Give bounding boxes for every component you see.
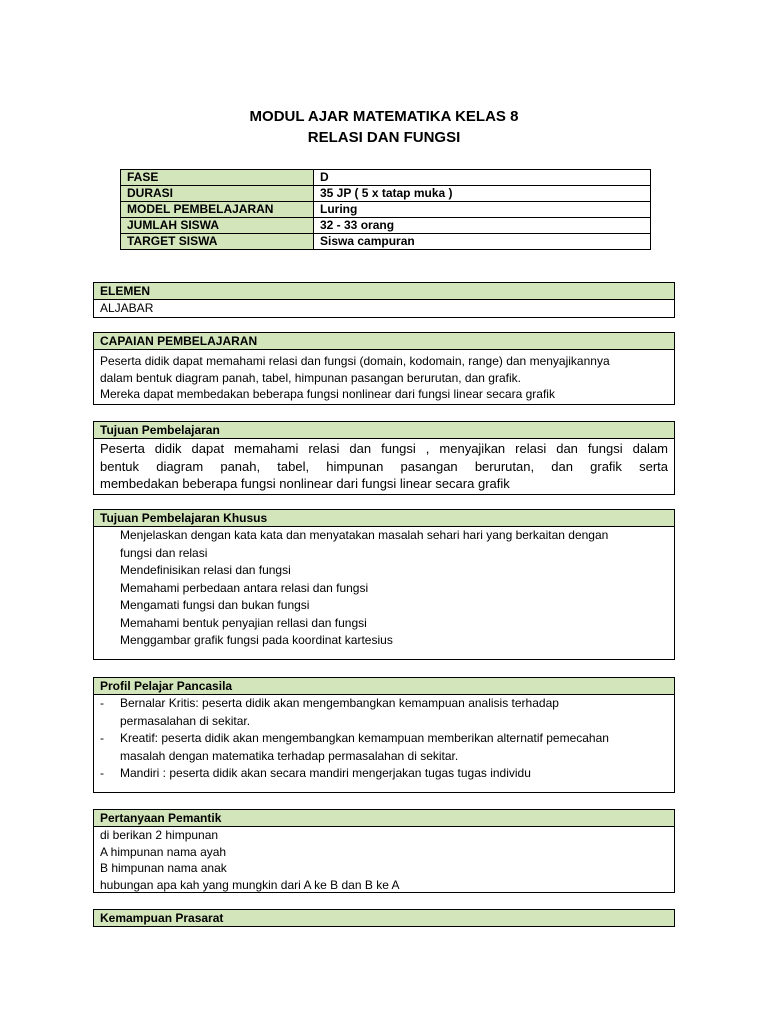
list-item [100, 695, 668, 730]
paragraph-line: membedakan beberapa fungsi nonlinear dari fungsi linear secara grafik [100, 476, 510, 491]
tujuan-khusus-section [93, 509, 675, 660]
paragraph-line: hubungan apa kah yang mungkin dari A ke B dan B ke A [100, 877, 400, 892]
table-row [121, 186, 651, 202]
section-heading: ELEMEN [94, 283, 674, 300]
paragraph-line: Peserta didik dapat memahami relasi dan fungsi (domain, kodomain, range) dan menyajikannya [100, 354, 610, 368]
document-subtitle: RELASI DAN FUNGSI [307, 129, 461, 146]
section-heading: Tujuan Pembelajaran Khusus [94, 510, 674, 527]
paragraph-line: dalam bentuk diagram panah, tabel, himpunan pasangan berurutan, dan grafik. [100, 370, 521, 385]
list-item-line: masalah dengan matematika terhadap permasalahan di sekitar. [120, 748, 459, 763]
pemantik-section [93, 809, 675, 893]
info-value: D [314, 170, 651, 186]
bullet-dash: - [100, 696, 104, 710]
info-value: Luring [314, 202, 651, 218]
paragraph-line: B himpunan nama anak [100, 861, 227, 875]
document-title: MODUL AJAR MATEMATIKA KELAS 8 [249, 108, 519, 125]
info-key: JUMLAH SISWA [121, 218, 314, 234]
table-row [121, 202, 651, 218]
list-item: Menggambar grafik fungsi pada koordinat kartesius [120, 633, 393, 647]
bullet-dash: - [100, 766, 104, 780]
tujuan-section [93, 421, 675, 495]
list-item-line: Bernalar Kritis: peserta didik akan mengembangkan kemampuan analisis terhadap [120, 696, 559, 710]
info-key: DURASI [121, 186, 314, 202]
list-item: Mengamati fungsi dan bukan fungsi [120, 598, 310, 612]
bullet-dash: - [100, 731, 104, 745]
section-text: ALJABAR [100, 301, 154, 315]
list-item: Menjelaskan dengan kata kata dan menyatakan masalah sehari hari yang berkaitan dengan [120, 528, 609, 542]
list-item: Memahami perbedaan antara relasi dan fungsi [120, 580, 369, 595]
elemen-section [93, 282, 675, 318]
info-value: 35 JP ( 5 x tatap muka ) [314, 186, 651, 202]
info-value: Siswa campuran [314, 234, 651, 250]
info-key: MODEL PEMBELAJARAN [121, 202, 314, 218]
table-row [121, 234, 651, 250]
list-item: fungsi dan relasi [120, 545, 208, 560]
info-key: TARGET SISWA [121, 234, 314, 250]
prasarat-section [93, 909, 675, 927]
section-heading: Kemampuan Prasarat [94, 910, 674, 926]
paragraph-line: di berikan 2 himpunan [100, 828, 219, 842]
list-item-line: Kreatif: peserta didik akan mengembangkan kemampuan memberikan alternatif pemecahan [120, 731, 609, 745]
list-item: Memahami bentuk penyajian rellasi dan fungsi [120, 615, 367, 630]
section-heading: Profil Pelajar Pancasila [94, 678, 674, 695]
paragraph-line: A himpunan nama ayah [100, 844, 227, 859]
list-item [100, 730, 668, 765]
section-heading: CAPAIAN PEMBELAJARAN [94, 333, 674, 350]
profil-section [93, 677, 675, 793]
list-item: Mendefinisikan relasi dan fungsi [120, 563, 291, 577]
section-heading: Pertanyaan Pemantik [94, 810, 674, 827]
paragraph-line: Peserta didik dapat memahami relasi dan fungsi , menyajikan relasi dan fungsi dalam [100, 441, 668, 456]
paragraph-line: bentuk diagram panah, tabel, himpunan pasangan berurutan, dan grafik serta [100, 458, 668, 474]
table-row [121, 170, 651, 186]
list-item [100, 765, 668, 783]
info-value: 32 - 33 orang [314, 218, 651, 234]
list-item-line: permasalahan di sekitar. [120, 713, 251, 728]
section-heading: Tujuan Pembelajaran [94, 422, 674, 439]
info-table [120, 169, 651, 250]
table-row [121, 218, 651, 234]
info-key: FASE [121, 170, 314, 186]
paragraph-line: Mereka dapat membedakan beberapa fungsi nonlinear dari fungsi linear secara grafik [100, 387, 555, 401]
capaian-section [93, 332, 675, 405]
list-item-line: Mandiri : peserta didik akan secara mandiri mengerjakan tugas tugas individu [120, 766, 531, 780]
